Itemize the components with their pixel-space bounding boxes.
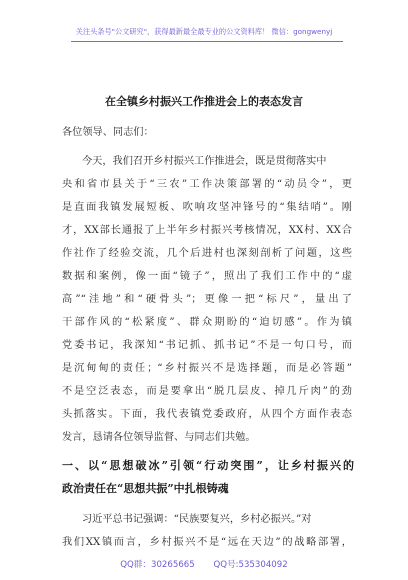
paragraph-line: 党委书记，我深知“书记抓、抓书记”不是一句口号，而 — [62, 340, 352, 351]
footer-qq-group: QQ群：30265665 — [120, 560, 195, 570]
section-heading-line: 政治责任在“思想共振”中扎根铸魂 — [62, 482, 229, 495]
salutation: 各位领导、同志们： — [62, 127, 154, 138]
header-divider — [71, 41, 343, 42]
paragraph-line: 头抓落实。下面，我代表镇党委政府，从四个方面作表态 — [62, 409, 352, 420]
paragraph-line: 今天，我们召开乡村振兴工作推进会，既是贯彻落实中 — [82, 156, 327, 167]
paragraph-line: 我们XX镇而言，乡村振兴不是“远在天边”的战略部署， — [62, 537, 352, 548]
paragraph-line: 不是空泛表态，而是要拿出“脱几层皮、掉几斤肉”的劲 — [62, 386, 352, 397]
paragraph-line: 习近平总书记强调：“民族要复兴，乡村必振兴。”对 — [82, 514, 312, 525]
paragraph-line: 才，XX部长通报了上半年乡村振兴考核情况，XX村、XX合 — [62, 225, 352, 236]
paragraph-line: 央和省市县关于“三农”工作决策部署的“动员令”，更 — [62, 179, 352, 190]
paragraph-line: 发言，恳请各位领导监督、与同志们共勉。 — [62, 432, 256, 443]
paragraph-line: 干部作风的“松紧度”、群众期盼的“迫切感”。作为镇 — [62, 317, 352, 328]
header-note: 关注头条号"公文研究"，获得最新最全最专业的公文资料库！ 微信：gongwenyj — [75, 27, 333, 36]
paragraph-line: 是直面我镇发展短板、吹响攻坚冲锋号的“集结哨”。刚 — [62, 202, 352, 213]
footer-qq-number: QQ号:535304092 — [213, 560, 288, 570]
paragraph-line: 是沉甸甸的责任；“乡村振兴不是选择题，而是必答题” — [62, 363, 352, 374]
document-title: 在全镇乡村振兴工作推进会上的表态发言 — [105, 95, 303, 108]
paragraph-line: 作社作了经验交流，几个后进村也深刻剖析了问题，这些 — [62, 248, 352, 259]
paragraph-line: 高”“洼地”和“硬骨头”；更像一把“标尺”，量出了 — [62, 294, 352, 305]
section-heading-line: 一、以“思想破冰”引领“行动突围”，让乡村振兴的 — [62, 459, 354, 472]
paragraph-line: 数据和案例，像一面“镜子”，照出了我们工作中的“虚 — [62, 271, 352, 282]
footer-contact — [0, 558, 408, 570]
